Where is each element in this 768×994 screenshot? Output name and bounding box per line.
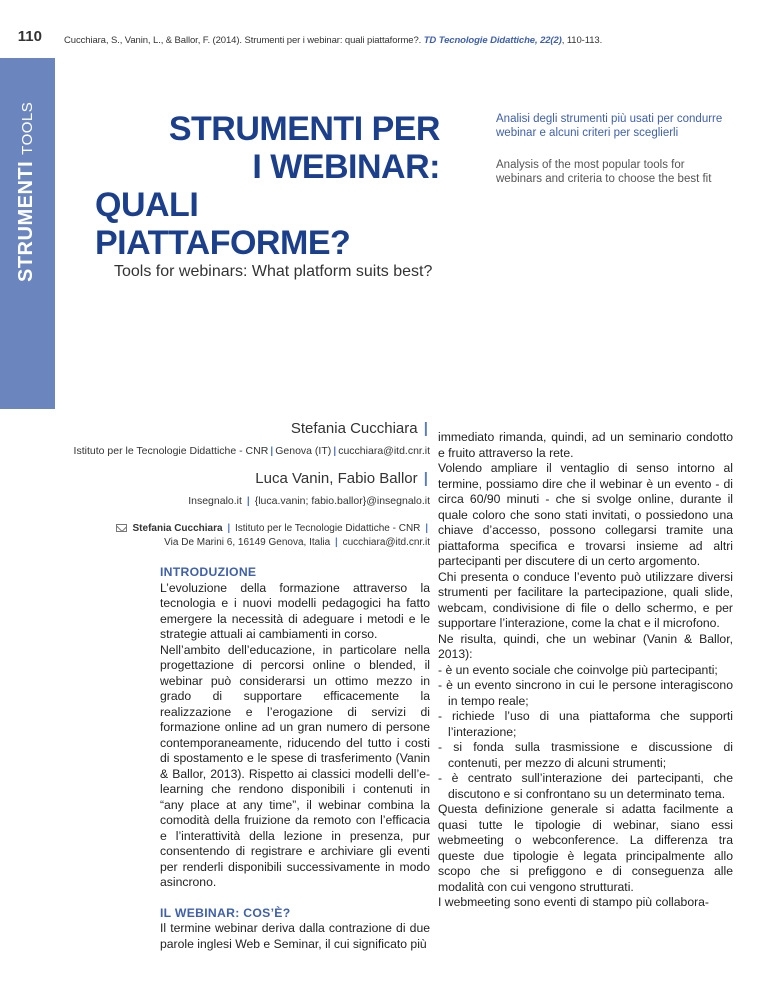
list-item: - è centrato sull’interazione dei partecipanti, che discutono e si confrontano su un determinato tema. xyxy=(438,771,733,801)
contact-line-1: Stefania Cucchiara | Istituto per le Tecnologie Didattiche - CNR | xyxy=(60,522,430,536)
mail-icon xyxy=(116,524,127,532)
affiliation-1: Istituto per le Tecnologie Didattiche - CNR | Genova (IT) | cucchiara@itd.cnr.it xyxy=(73,445,430,457)
citation: Cucchiara, S., Vanin, L., & Ballor, F. (2014). Strumenti per i webinar: quali piattaforme?. xyxy=(64,35,422,46)
paragraph: Volendo ampliare il ventaglio di senso intorno al termine, possiamo dire che il webinar è un evento - di circa 60/90 minuti - che si svolge online, durante il quale coloro che sono stati invitati, o possiedono una chiave d’accesso, possono collegarsi tramite una piattaforma specifica e trovarsi insieme ad altri partecipanti per discutere di un certo argomento. xyxy=(438,461,733,568)
title-line-2: I WEBINAR: xyxy=(252,148,440,186)
abstract-english: Analysis of the most popular tools for webinars and criteria to choose the best fit xyxy=(496,159,712,185)
list-item: - richiede l’uso di una piattaforma che supporti l’interazione; xyxy=(438,709,733,739)
citation-pages: , 110-113. xyxy=(561,35,603,46)
contact-line-2: Via De Marini 6, 16149 Genova, Italia | cucchiara@itd.cnr.it xyxy=(164,537,430,548)
title-line-1: STRUMENTI PER xyxy=(168,110,440,148)
list-item: - è un evento sincrono in cui le persone interagiscono in tempo reale; xyxy=(438,678,733,708)
heading-introduzione: INTRODUZIONE xyxy=(160,565,257,579)
author-2: Luca Vanin, Fabio Ballor | xyxy=(255,470,428,487)
list-item: - è un evento sociale che coinvolge più partecipanti; xyxy=(438,662,718,677)
right-column xyxy=(438,430,733,911)
section-label-sub: TOOLS xyxy=(19,101,36,155)
list-item: - si fonda sulla trasmissione e discussione di contenuti, per mezzo di alcuni strumenti; xyxy=(438,740,733,770)
heading-webinar: IL WEBINAR: COS’È? xyxy=(160,905,291,920)
author-1: Stefania Cucchiara | xyxy=(290,420,428,437)
journal-name: TD Tecnologie Didattiche, 22(2) xyxy=(423,35,562,46)
paragraph: Nell’ambito dell’educazione, in particolare nella progettazione di percorsi online o blended, il webinar può considerarsi un ottimo mezzo in grado di supportare efficacemente la realizzazione e l’erogazione di servizi di formazione online ad un gran numero di persone contemporaneamente, riducendo del tutto i costi di spostamento e le spese di trasferimento (Vanin & Ballor, 2013). Rispetto ai classici modelli dell’e-learning che rendono disponibili i contenuti in “any place at any time”, il webinar combina la comodità della fruizione da remoto con l’efficacia e l’interattività della lezione in presenza, pur consentendo di registrare e archiviare gli eventi per renderli disponibili successivamente in modo asincrono. xyxy=(160,642,430,889)
section-label-main: STRUMENTI xyxy=(15,160,37,282)
running-head xyxy=(64,35,602,46)
abstract-italian: Analisi degli strumenti più usati per condurre webinar e alcuni criteri per sceglierli xyxy=(496,113,723,139)
paragraph: Ne risulta, quindi, che un webinar (Vanin & Ballor, 2013): xyxy=(438,631,733,661)
article-subtitle: Tools for webinars: What platform suits best? xyxy=(114,263,433,280)
authors-block xyxy=(60,420,430,550)
title-line-3: QUALI PIATTAFORME? xyxy=(95,186,351,262)
paragraph: Questa definizione generale si adatta facilmente a quasi tutte le tipologie di webinar, siano essi webmeeting o webconference. La differenza tra queste due tipologie è legata principalmente allo scopo che si prefiggono e di conseguenza alle modalità con cui vengono strutturati. xyxy=(438,802,733,894)
paragraph: Il termine webinar deriva dalla contrazione di due parole inglesi Web e Seminar, il cui significato più xyxy=(160,921,430,951)
affiliation-2: Insegnalo.it | {luca.vanin; fabio.ballor}@insegnalo.it xyxy=(188,495,430,507)
paragraph: I webmeeting sono eventi di stampo più collabora- xyxy=(438,895,709,909)
left-column xyxy=(160,565,430,952)
paragraph: Chi presenta o conduce l’evento può utilizzare diversi strumenti per facilitare la partecipazione, quali slide, webcam, condivisione di file o dello schermo, e per supportare l’interazione, come la chat e il microfono. xyxy=(438,569,733,630)
paragraph: L’evoluzione della formazione attraverso la tecnologia e i nuovi modelli pedagogici ha fatto emergere la necessità di adeguare i metodi e le strategie attuali ai cambiamenti in corso. xyxy=(160,580,430,641)
page-number: 110 xyxy=(17,28,42,45)
article-title xyxy=(90,110,440,262)
paragraph: immediato rimanda, quindi, ad un seminario condotto e fruito attraverso la rete. xyxy=(438,430,733,460)
